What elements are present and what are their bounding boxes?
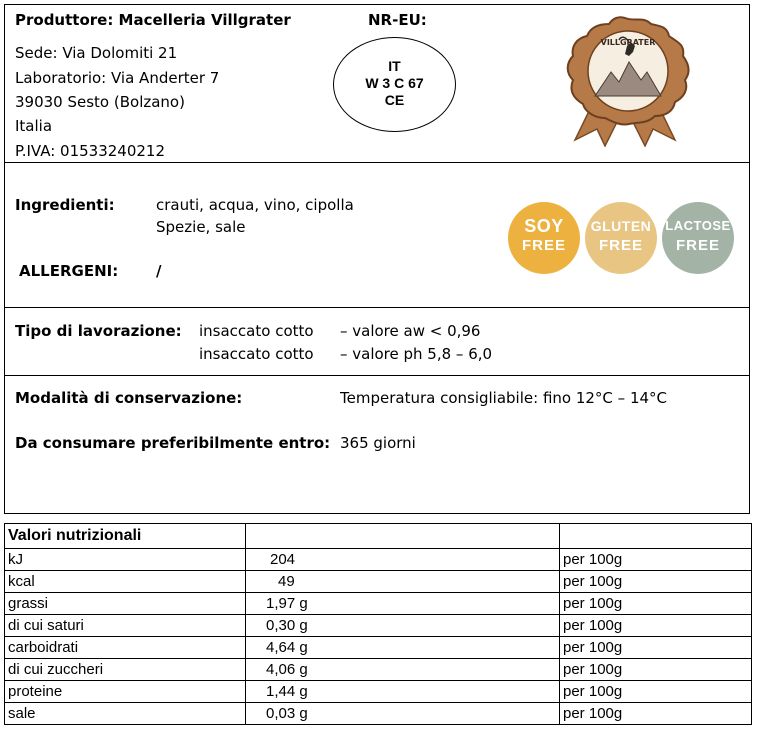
table-row: di cui saturi 0,30 g per 100g — [5, 615, 752, 637]
allergens-value: / — [156, 262, 162, 280]
storage-value: Temperatura consigliabile: fino 12°C – 14°C — [340, 389, 668, 407]
gluten-free-badge: GLUTEN FREE — [585, 202, 657, 274]
ibex-mountain-seal-icon — [555, 12, 700, 147]
health-mark-oval — [333, 37, 456, 132]
storage-label: Modalità di conservazione: — [15, 389, 243, 407]
table-row: kJ 204 per 100g — [5, 549, 752, 571]
processing-note: – valore aw < 0,96 — [340, 322, 481, 340]
producer-address-line: Sede: Via Dolomiti 21 — [15, 44, 178, 62]
table-row: kcal 49 per 100g — [5, 571, 752, 593]
lactose-free-badge: LACTOSE FREE — [662, 202, 734, 274]
nr-eu-label: NR-EU: — [368, 11, 427, 29]
producer-address-line: Laboratorio: Via Anderter 7 — [15, 69, 220, 87]
processing-note: – valore ph 5,8 – 6,0 — [340, 345, 493, 363]
processing-label: Tipo di lavorazione: — [15, 322, 182, 340]
allergens-label: ALLERGENI: — [19, 262, 119, 280]
best-before-value: 365 giorni — [340, 434, 416, 452]
table-row: proteine 1,44 g per 100g — [5, 681, 752, 703]
producer-address-line: Italia — [15, 117, 53, 135]
ingredients-label: Ingredienti: — [15, 196, 115, 214]
table-row: grassi 1,97 g per 100g — [5, 593, 752, 615]
nutrition-table — [4, 523, 752, 725]
health-mark-line: CE — [384, 92, 405, 108]
health-mark-line: W 3 C 67 — [365, 75, 424, 91]
producer-vat: P.IVA: 01533240212 — [15, 142, 165, 160]
ingredients-line: Spezie, sale — [156, 218, 246, 236]
table-row: sale 0,03 g per 100g — [5, 703, 752, 725]
processing-type: insaccato cotto — [199, 322, 314, 340]
nutrition-title: Valori nutrizionali — [5, 524, 246, 549]
producer-address-line: 39030 Sesto (Bolzano) — [15, 93, 185, 111]
divider — [4, 375, 750, 376]
table-row: di cui zuccheri 4,06 g per 100g — [5, 659, 752, 681]
best-before-label: Da consumare preferibilmente entro: — [15, 434, 331, 452]
divider — [4, 307, 750, 308]
health-mark-line: IT — [388, 58, 401, 74]
processing-type: insaccato cotto — [199, 345, 314, 363]
logo-text: VILLGRATER — [600, 38, 656, 47]
soy-free-badge: SOY FREE — [508, 202, 580, 274]
nutrition-header-row — [5, 524, 752, 549]
divider — [4, 162, 750, 163]
table-row: carboidrati 4,64 g per 100g — [5, 637, 752, 659]
ingredients-line: crauti, acqua, vino, cipolla — [156, 196, 354, 214]
producer-title: Produttore: Macelleria Villgrater — [15, 11, 291, 29]
